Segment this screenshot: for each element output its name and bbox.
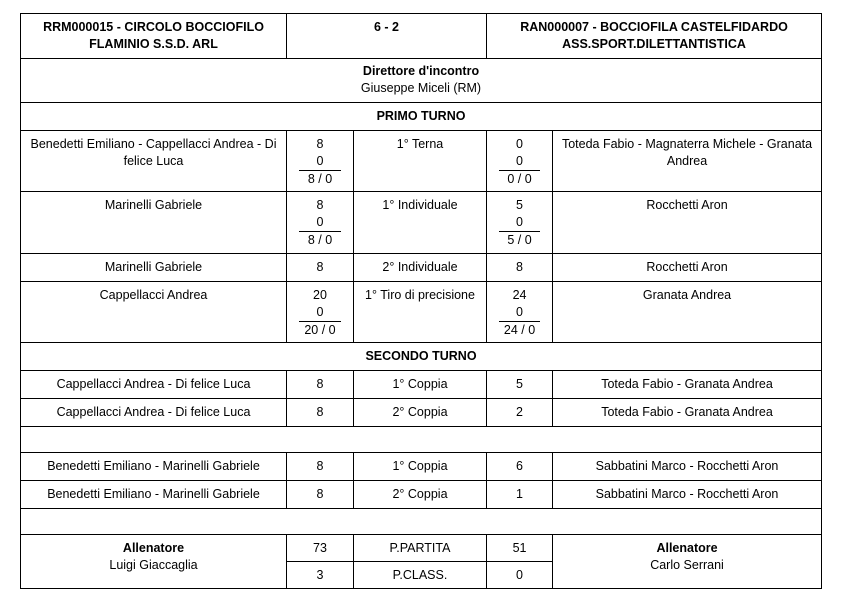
- home-points: [287, 192, 354, 254]
- p-partita-home: 73: [287, 535, 354, 562]
- footer-row: [21, 535, 822, 562]
- home-coach-name: Luigi Giaccaglia: [109, 558, 198, 572]
- away-players: Granata Andrea: [553, 282, 822, 343]
- away-points: [487, 282, 553, 343]
- home-point-value: 8: [316, 137, 324, 151]
- home-point-value: 8: [316, 198, 324, 212]
- home-score: 8: [287, 254, 354, 282]
- away-players: Rocchetti Aron: [553, 254, 822, 282]
- home-team-name: RRM000015 - CIRCOLO BOCCIOFILO FLAMINIO S.S.D. ARL: [21, 14, 287, 59]
- home-score: 8: [287, 453, 354, 481]
- p-class-label: P.CLASS.: [354, 562, 487, 589]
- away-score: 2: [487, 399, 553, 427]
- away-players: Toteda Fabio - Magnaterra Michele - Granata Andrea: [553, 131, 822, 192]
- home-players: Cappellacci Andrea - Di felice Luca: [21, 399, 287, 427]
- home-point-value: 0: [316, 305, 324, 319]
- primo-turno-title: PRIMO TURNO: [21, 103, 822, 131]
- spacer-row: [21, 427, 822, 453]
- game-type: 1° Individuale: [354, 192, 487, 254]
- away-players: Toteda Fabio - Granata Andrea: [553, 399, 822, 427]
- secondo-turno-title: SECONDO TURNO: [21, 343, 822, 371]
- p-class-away: 0: [487, 562, 553, 589]
- away-point-total: 5 / 0: [499, 231, 540, 249]
- header-row: [21, 14, 822, 59]
- away-players: Rocchetti Aron: [553, 192, 822, 254]
- game-type: 1° Tiro di precisione: [354, 282, 487, 343]
- home-players: Marinelli Gabriele: [21, 192, 287, 254]
- away-point-value: 24: [512, 288, 527, 302]
- director-row: [21, 59, 822, 103]
- away-points: [487, 192, 553, 254]
- away-score: 5: [487, 371, 553, 399]
- director-label: Direttore d'incontro: [362, 64, 480, 78]
- p-class-home: 3: [287, 562, 354, 589]
- home-point-total: 8 / 0: [299, 231, 341, 249]
- home-players: Marinelli Gabriele: [21, 254, 287, 282]
- home-players: Benedetti Emiliano - Marinelli Gabriele: [21, 481, 287, 509]
- section-title-row: [21, 103, 822, 131]
- home-coach-label: Allenatore: [122, 541, 185, 555]
- game-type: 1° Terna: [354, 131, 487, 192]
- game-type: 2° Coppia: [354, 481, 487, 509]
- table-row: [21, 399, 822, 427]
- home-point-value: 20: [313, 288, 327, 302]
- table-row: [21, 453, 822, 481]
- game-type: 2° Individuale: [354, 254, 487, 282]
- spacer-cell: [21, 427, 822, 453]
- home-score: 8: [287, 371, 354, 399]
- home-points: [287, 282, 354, 343]
- away-point-value: 0: [516, 215, 523, 229]
- away-point-value: 0: [516, 305, 523, 319]
- p-partita-away: 51: [487, 535, 553, 562]
- away-point-value: 0: [516, 137, 523, 151]
- table-row: [21, 371, 822, 399]
- home-players: Cappellacci Andrea - Di felice Luca: [21, 371, 287, 399]
- game-type: 1° Coppia: [354, 453, 487, 481]
- away-coach-cell: [553, 535, 822, 589]
- home-score: 8: [287, 481, 354, 509]
- away-point-total: 0 / 0: [499, 170, 540, 188]
- away-point-value: 0: [516, 154, 523, 168]
- away-score: 1: [487, 481, 553, 509]
- game-type: 1° Coppia: [354, 371, 487, 399]
- p-partita-label: P.PARTITA: [354, 535, 487, 562]
- match-report-table: [20, 13, 822, 589]
- away-coach-label: Allenatore: [656, 541, 718, 555]
- away-players: Toteda Fabio - Granata Andrea: [553, 371, 822, 399]
- home-point-total: 20 / 0: [299, 321, 341, 339]
- table-row: [21, 481, 822, 509]
- section-title-row: [21, 343, 822, 371]
- table-row: [21, 282, 822, 343]
- away-score: 6: [487, 453, 553, 481]
- spacer-row: [21, 509, 822, 535]
- director-cell: [21, 59, 822, 103]
- spacer-cell: [21, 509, 822, 535]
- table-row: [21, 254, 822, 282]
- game-type: 2° Coppia: [354, 399, 487, 427]
- home-players: Benedetti Emiliano - Cappellacci Andrea - Di felice Luca: [21, 131, 287, 192]
- home-players: Cappellacci Andrea: [21, 282, 287, 343]
- away-point-value: 5: [516, 198, 523, 212]
- director-name: Giuseppe Miceli (RM): [360, 81, 482, 95]
- away-points: [487, 131, 553, 192]
- home-point-value: 0: [316, 215, 324, 229]
- away-players: Sabbatini Marco - Rocchetti Aron: [553, 481, 822, 509]
- away-team-name: RAN000007 - BOCCIOFILA CASTELFIDARDO ASS.SPORT.DILETTANTISTICA: [487, 14, 822, 59]
- table-row: [21, 192, 822, 254]
- home-players: Benedetti Emiliano - Marinelli Gabriele: [21, 453, 287, 481]
- away-players: Sabbatini Marco - Rocchetti Aron: [553, 453, 822, 481]
- home-points: [287, 131, 354, 192]
- away-score: 8: [487, 254, 553, 282]
- home-point-value: 0: [316, 154, 324, 168]
- home-score: 8: [287, 399, 354, 427]
- table-row: [21, 131, 822, 192]
- home-point-total: 8 / 0: [299, 170, 341, 188]
- match-score: 6 - 2: [287, 14, 487, 59]
- away-coach-name: Carlo Serrani: [650, 558, 724, 572]
- away-point-total: 24 / 0: [499, 321, 540, 339]
- home-coach-cell: [21, 535, 287, 589]
